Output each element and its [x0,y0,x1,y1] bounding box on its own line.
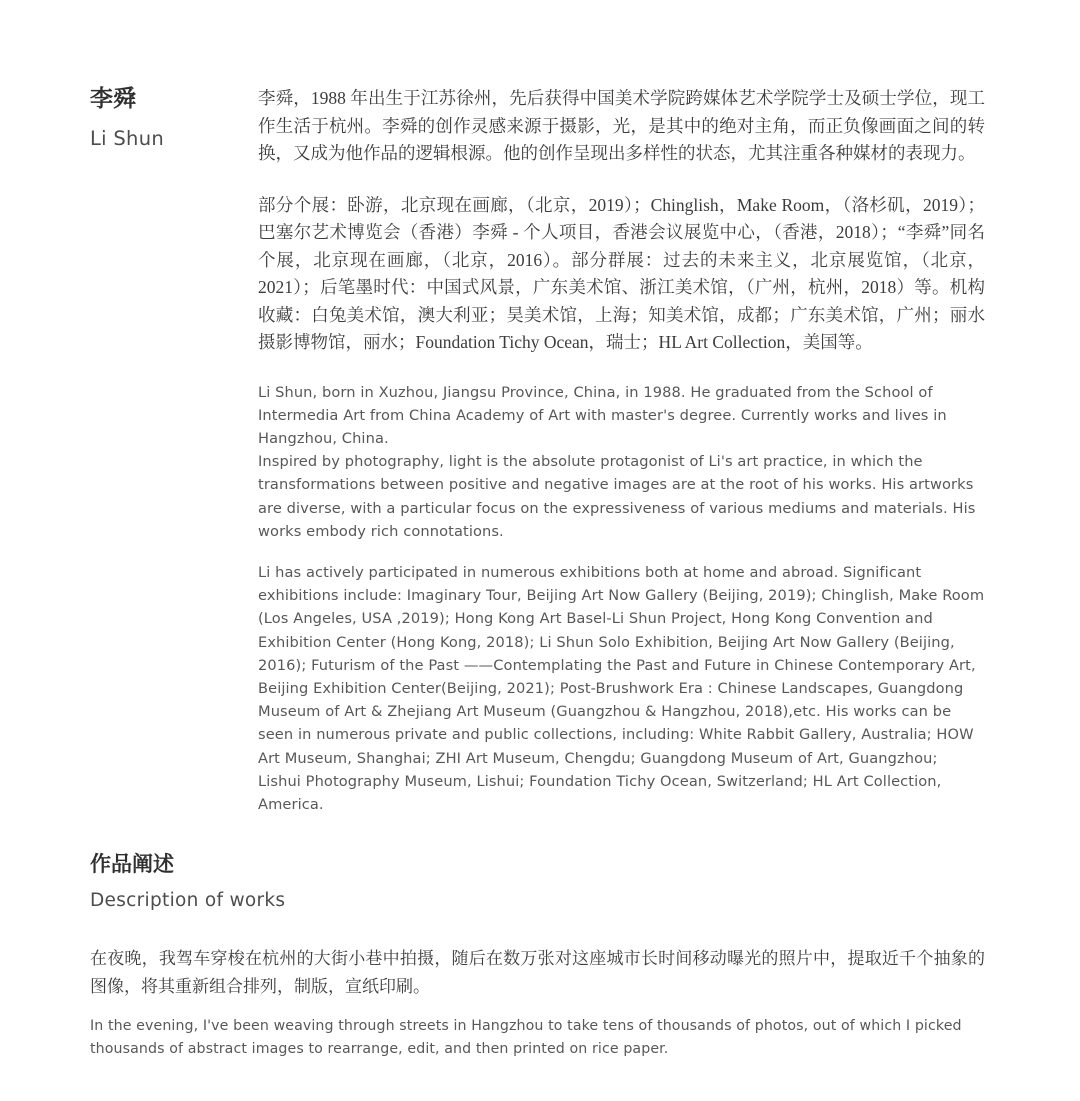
artist-profile-section [90,85,985,834]
description-heading-section [90,848,985,911]
artist-name-english: Li Shun [90,127,165,150]
artist-bio-english-part1: Li Shun, born in Xuzhou, Jiangsu Province, China, in 1988. He graduated from the School of Intermedia Art from China Academy of Art with master's degree. Currently works and lives in Hangzhou, China. [258,383,947,447]
description-chinese: 在夜晚，我驾车穿梭在杭州的大街小巷中拍摄，随后在数万张对这座城市长时间移动曝光的照片中，提取近千个抽象的图像，将其重新组合排列，制版，宣纸印刷。 [90,949,985,997]
artist-bio-english [258,381,985,543]
description-english: In the evening, I've been weaving through streets in Hangzhou to take tens of thousands of photos, out of which I picked thousands of abstract images to rearrange, edit, and then printed on rice paper. [90,1018,962,1057]
artist-name-column [90,85,258,150]
artist-exhibitions-english: Li has actively participated in numerous exhibitions both at home and abroad. Significant exhibitions include: Imaginary Tour, Beijing Art Now Gallery (Beijing, 2019); Chinglish, Make Room (Los Angeles, USA ,2019); Hong Kong Art Basel-Li Shun Project, Hong Kong Convention and Exhibition Center (Hong Kong, 2018); Li Shun Solo Exhibition, Beijing Art Now Gallery (Beijing, 2016); Futurism of the Past ——Contemplating the Past and Future in Chinese Contemporary Art, Beijing Exhibition Center(Beijing, 2021); Post-Brushwork Era : Chinese Landscapes, Guangdong Museum of Art & Zhejiang Art Museum (Guangzhou & Hangzhou, 2018),etc. His works can be seen in numerous private and public collections, including: White Rabbit Gallery, Australia; HOW Art Museum, Shanghai; ZHI Art Museum, Chengdu; Guangdong Museum of Art, Guangzhou; Lishui Photography Museum, Lishui; Foundation Tichy Ocean, Switzerland; HL Art Collection, America. [258,563,985,813]
artist-name-chinese: 李舜 [90,86,136,111]
artist-exhibitions-chinese: 部分个展：卧游，北京现在画廊，（北京，2019）；Chinglish，Make Room，（洛杉矶，2019）；巴塞尔艺术博览会（香港）李舜 - 个人项目，香港会议展览中心，（香港，2018）；“李舜”同名个展，北京现在画廊，（北京，2016）。部分群展：过去的未来主义，北京展览馆，（北京，2021）；后笔墨时代：中国式风景，广东美术馆、浙江美术馆，（广州，杭州，2018）等。机构收藏：白兔美术馆，澳大利亚；昊美术馆，上海；知美术馆，成都；广东美术馆，广州；丽水摄影博物馆，丽水；Foundation Tichy Ocean，瑞士；HL Art Collection，美国等。 [258,194,985,352]
artist-bio-chinese: 李舜，1988 年出生于江苏徐州，先后获得中国美术学院跨媒体艺术学院学士及硕士学位，现工作生活于杭州。李舜的创作灵感来源于摄影，光，是其中的绝对主角，而正负像画面之间的转换，又成为他作品的逻辑根源。他的创作呈现出多样性的状态，尤其注重各种媒材的表现力。 [258,88,985,163]
artist-bio-english-part2: Inspired by photography, light is the absolute protagonist of Li's art practice, in which the transformations between positive and negative images are at the root of his works. His artworks are diverse, with a particular focus on the expressiveness of various mediums and materials. His works embody rich connotations. [258,453,976,540]
description-body-section [90,945,985,1060]
artist-bio-column [258,85,985,834]
section-title-chinese: 作品阐述 [90,852,174,877]
section-title-english: Description of works [90,890,286,912]
